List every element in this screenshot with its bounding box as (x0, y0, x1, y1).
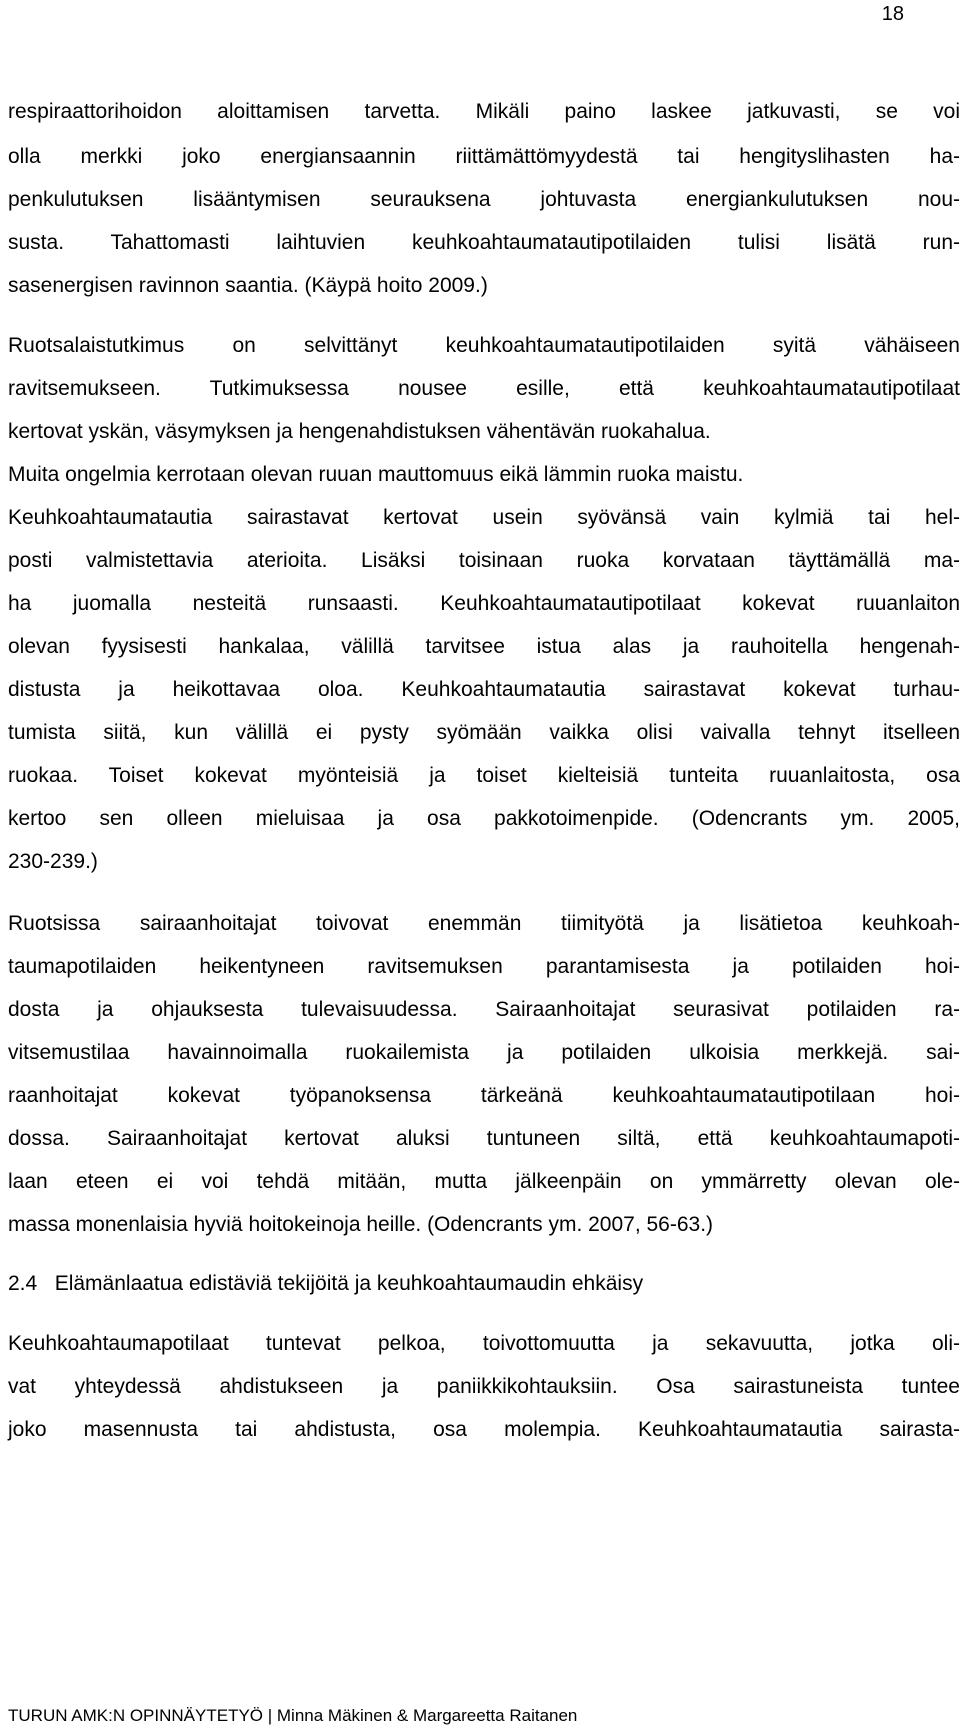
text-line: Ruotsalaistutkimus on selvittänyt keuhkoahtaumatautipotilaiden syitä vähäiseen (8, 334, 960, 357)
section-heading: 2.4 Elämänlaatua edistäviä tekijöitä ja keuhkoahtaumaudin ehkäisy (8, 1272, 644, 1295)
text-line: vat yhteydessä ahdistukseen ja paniikkikohtauksiin. Osa sairastuneista tuntee (8, 1375, 960, 1398)
text-line: distusta ja heikottavaa oloa. Keuhkoahtaumatautia sairastavat kokevat turhau- (8, 678, 960, 701)
text-line: posti valmistettavia aterioita. Lisäksi toisinaan ruoka korvataan täyttämällä ma- (8, 549, 960, 572)
text-line: Keuhkoahtaumatautia sairastavat kertovat usein syövänsä vain kylmiä tai hel- (8, 506, 960, 529)
text-line: olla merkki joko energiansaannin riittämättömyydestä tai hengityslihasten ha- (8, 145, 960, 168)
text-line: joko masennusta tai ahdistusta, osa molempia. Keuhkoahtaumatautia sairasta- (8, 1418, 960, 1441)
page-number: 18 (881, 3, 904, 25)
text-line: kertovat yskän, väsymyksen ja hengenahdistuksen vähentävän ruokahalua. (8, 420, 711, 443)
text-line: sasenergisen ravinnon saantia. (Käypä hoito 2009.) (8, 274, 488, 297)
text-line: taumapotilaiden heikentyneen ravitsemuksen parantamisesta ja potilaiden hoi- (8, 955, 960, 978)
text-line: Keuhkoahtaumapotilaat tuntevat pelkoa, toivottomuutta ja sekavuutta, jotka oli- (8, 1332, 960, 1355)
text-line: dossa. Sairaanhoitajat kertovat aluksi tuntuneen siltä, että keuhkoahtaumapoti- (8, 1127, 960, 1150)
text-line: raanhoitajat kokevat työpanoksensa tärkeänä keuhkoahtaumatautipotilaan hoi- (8, 1084, 960, 1107)
text-line: ravitsemukseen. Tutkimuksessa nousee esille, että keuhkoahtaumatautipotilaat (8, 377, 960, 400)
text-line: olevan fyysisesti hankalaa, välillä tarvitsee istua alas ja rauhoitella hengenah- (8, 635, 960, 658)
text-line: dosta ja ohjauksesta tulevaisuudessa. Sairaanhoitajat seurasivat potilaiden ra- (8, 998, 960, 1021)
text-line: massa monenlaisia hyviä hoitokeinoja heille. (Odencrants ym. 2007, 56-63.) (8, 1213, 714, 1236)
text-line: susta. Tahattomasti laihtuvien keuhkoahtaumatautipotilaiden tulisi lisätä run- (8, 231, 960, 254)
text-line: kertoo sen olleen mieluisaa ja osa pakkotoimenpide. (Odencrants ym. 2005, (8, 807, 960, 830)
text-line: tumista siitä, kun välillä ei pysty syömään vaikka olisi vaivalla tehnyt itselleen (8, 721, 960, 744)
text-line: Ruotsissa sairaanhoitajat toivovat enemmän tiimityötä ja lisätietoa keuhkoah- (8, 912, 960, 935)
text-line: vitsemustilaa havainnoimalla ruokailemista ja potilaiden ulkoisia merkkejä. sai- (8, 1041, 960, 1064)
text-line: 230-239.) (8, 850, 98, 873)
text-line: respiraattorihoidon aloittamisen tarvetta. Mikäli paino laskee jatkuvasti, se voi (8, 100, 960, 123)
text-line: ha juomalla nesteitä runsaasti. Keuhkoahtaumatautipotilaat kokevat ruuanlaiton (8, 592, 960, 615)
footer: TURUN AMK:N OPINNÄYTETYÖ | Minna Mäkinen & Margareetta Raitanen (8, 1706, 578, 1725)
text-line: ruokaa. Toiset kokevat myönteisiä ja toiset kielteisiä tunteita ruuanlaitosta, osa (8, 764, 960, 787)
text-line: Muita ongelmia kerrotaan olevan ruuan mauttomuus eikä lämmin ruoka maistu. (8, 463, 744, 486)
text-line: laan eteen ei voi tehdä mitään, mutta jälkeenpäin on ymmärretty olevan ole- (8, 1170, 960, 1193)
text-line: penkulutuksen lisääntymisen seurauksena johtuvasta energiankulutuksen nou- (8, 188, 960, 211)
